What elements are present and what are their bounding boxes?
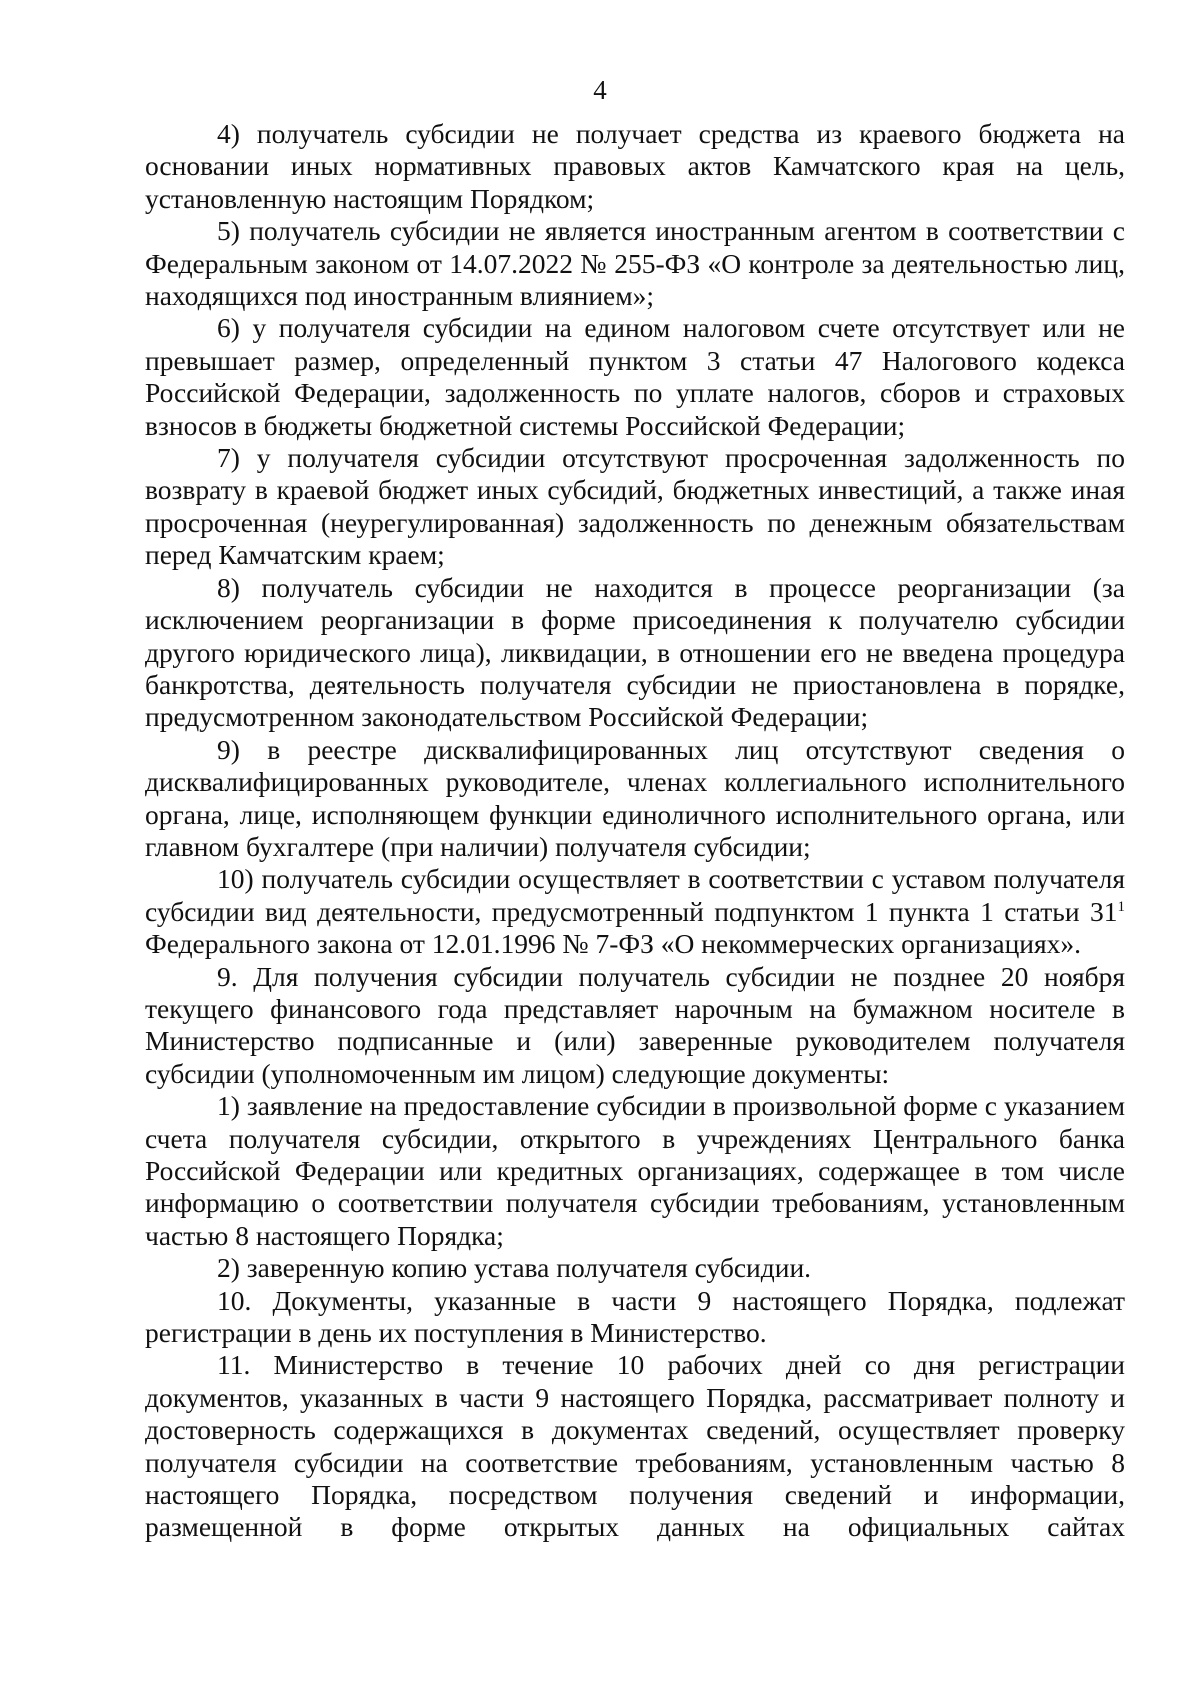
section-9-item-2: 2) заверенную копию устава получателя субсидии. <box>217 1252 812 1284</box>
paragraph-item-10 <box>145 863 1125 960</box>
section-9-item-1: 1) заявление на предоставление субсидии в произвольной форме с указанием счета получателя субсидии, открытого в учреждениях Центрального банка Российской Федерации или кредитных организациях, содержащее в том числе информацию о соответствии получателя субсидии требованиям, установленным частью 8 настоящего Порядка; <box>145 1090 1125 1251</box>
paragraph-item-10-text-end: Федерального закона от 12.01.1996 № 7-ФЗ «О некоммерческих организациях». <box>145 928 1082 960</box>
section-11-paragraph: 11. Министерство в течение 10 рабочих дней со дня регистрации документов, указанных в части 9 настоящего Порядка, рассматривает полноту и достоверность содержащихся в документах сведений, осуществляет проверку получателя субсидии на соответствие требованиям, установленным частью 8 настоящего Порядка, посредством получения сведений и информации, размещенной в форме открытых данных на официальных сайтах <box>145 1349 1125 1543</box>
section-10-paragraph: 10. Документы, указанные в части 9 настоящего Порядка, подлежат регистрации в день их поступления в Министерство. <box>145 1284 1125 1349</box>
page-number: 4 <box>593 75 607 105</box>
paragraph-item-7: 7) у получателя субсидии отсутствуют просроченная задолженность по возврату в краевой бюджет иных субсидий, бюджетных инвестиций, а также иная просроченная (неурегулированная) задолженность по денежным обязательствам перед Камчатским краем; <box>145 442 1125 571</box>
paragraph-item-6: 6) у получателя субсидии на едином налоговом счете отсутствует или не превышает размер, определенный пунктом 3 статьи 47 Налогового кодекса Российской Федерации, задолженность по уплате налогов, сборов и страховых взносов в бюджеты бюджетной системы Российской Федерации; <box>145 312 1125 441</box>
paragraph-item-5: 5) получатель субсидии не является иностранным агентом в соответствии с Федеральным законом от 14.07.2022 № 255-ФЗ «О контроле за деятельностью лиц, находящихся под иностранным влиянием»; <box>145 215 1125 312</box>
section-9-paragraph: 9. Для получения субсидии получатель субсидии не позднее 20 ноября текущего финансового года представляет нарочным на бумажном носителе в Министерство подписанные и (или) заверенные руководителем получателя субсидии (уполномоченным им лицом) следующие документы: <box>145 960 1125 1089</box>
paragraph-item-10-text: 10) получатель субсидии осуществляет в соответствии с уставом получателя субсидии вид деятельности, предусмотренный подпунктом 1 пункта 1 статьи 31 <box>145 863 1125 927</box>
document-body <box>145 118 1125 1544</box>
paragraph-item-4: 4) получатель субсидии не получает средства из краевого бюджета на основании иных нормативных правовых актов Камчатского края на цель, установленную настоящим Порядком; <box>145 118 1125 214</box>
paragraph-item-9: 9) в реестре дисквалифицированных лиц отсутствуют сведения о дисквалифицированных руководителе, членах коллегиального исполнительного органа, лице, исполняющем функции единоличного исполнительного органа, или главном бухгалтере (при наличии) получателя субсидии; <box>145 733 1125 862</box>
footnote-superscript: 1 <box>1117 898 1125 915</box>
paragraph-item-8: 8) получатель субсидии не находится в процессе реорганизации (за исключением реорганизации в форме присоединения к получателю субсидии другого юридического лица), ликвидации, в отношении его не введена процедура банкротства, деятельность получателя субсидии не приостановлена в порядке, предусмотренном законодательством Российской Федерации; <box>145 571 1125 733</box>
